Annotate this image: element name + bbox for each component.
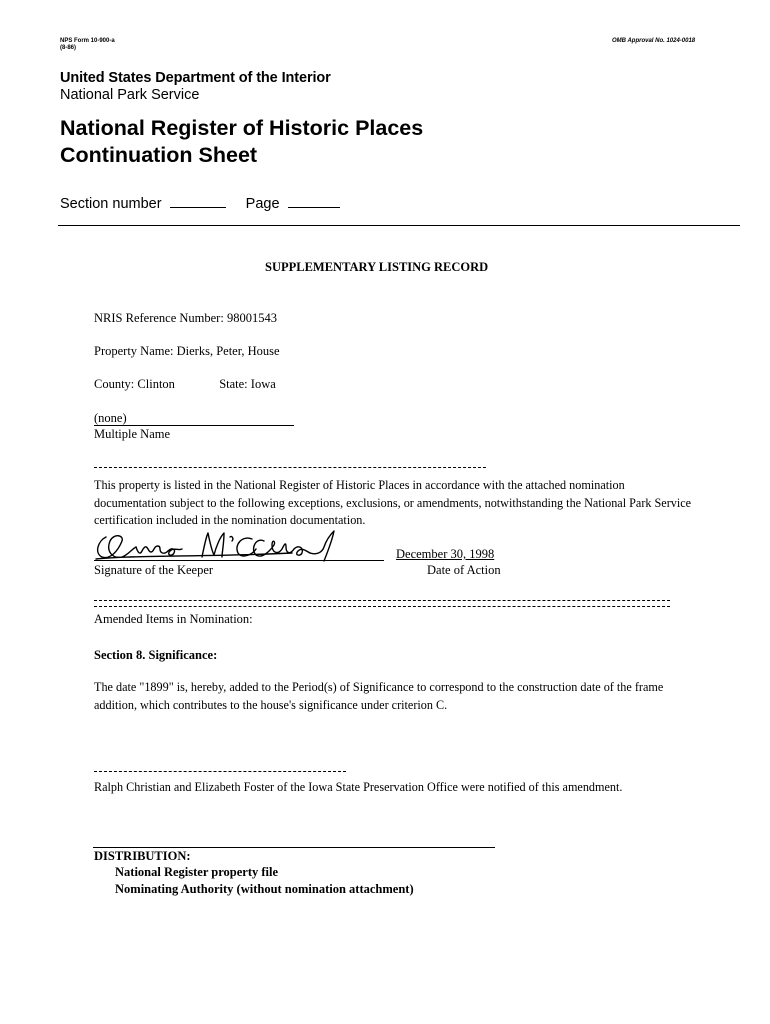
multiple-name-underline	[94, 425, 294, 426]
department-name: United States Department of the Interior	[60, 70, 331, 86]
multiple-name-label: Multiple Name	[94, 427, 171, 441]
amendment-body: The date "1899" is, hereby, added to the Period(s) of Significance to correspond to the construction date of the frame addition, which contributes to the house's significance under criterion C.	[94, 680, 664, 712]
record-heading: SUPPLEMENTARY LISTING RECORD	[265, 260, 489, 274]
county-value: Clinton	[137, 377, 175, 391]
section-divider-1	[94, 467, 486, 468]
form-id-line1: NPS Form 10-900-a	[60, 38, 115, 44]
keeper-signature	[92, 527, 352, 567]
property-name-row	[94, 344, 280, 359]
section-number-label: Section number	[60, 196, 162, 212]
property-value: Dierks, Peter, House	[176, 344, 280, 358]
page-label: Page	[245, 196, 280, 212]
county-state-row	[94, 377, 276, 392]
multiple-name-value	[94, 411, 127, 426]
distribution-rule	[93, 847, 495, 848]
page-title-line1: National Register of Historic Places	[60, 116, 424, 140]
nris-reference-row	[94, 311, 277, 326]
date-of-action-label: Date of Action	[427, 563, 501, 577]
property-label: Property Name:	[94, 344, 174, 358]
county-label: County:	[94, 377, 135, 391]
section-page-row	[60, 196, 340, 212]
omb-approval: OMB Approval No. 1024-0018	[612, 38, 696, 44]
amended-items-heading: Amended Items in Nomination:	[94, 612, 253, 626]
nris-label: NRIS Reference Number:	[94, 311, 224, 325]
state-value: Iowa	[250, 377, 276, 391]
page-number-blank	[288, 206, 340, 208]
distribution-item: Nominating Authority (without nomination attachment)	[115, 882, 414, 896]
date-of-action-value: December 30, 1998	[396, 547, 495, 561]
multiple-value: (none)	[94, 411, 127, 425]
certification-text: This property is listed in the National Register of Historic Places in accordance with the attached nomination documentation subject to the following exceptions, exclusions, or amendments, notwithstanding the National Park Service certification included in the nomination documentation.	[94, 478, 692, 527]
form-id-line2: (8-86)	[60, 45, 77, 51]
page-title-line2: Continuation Sheet	[60, 143, 258, 167]
distribution-item: National Register property file	[115, 865, 279, 879]
section-8-heading: Section 8. Significance:	[94, 648, 218, 662]
section-divider-2	[94, 600, 670, 607]
signature-label: Signature of the Keeper	[94, 563, 214, 577]
distribution-heading: DISTRIBUTION:	[94, 849, 191, 863]
header-divider	[58, 225, 740, 226]
nris-value: 98001543	[226, 311, 277, 325]
state-label: State:	[219, 377, 248, 391]
signature-line	[94, 560, 384, 561]
service-name: National Park Service	[60, 87, 200, 103]
section-number-blank	[170, 206, 226, 208]
section-divider-3	[94, 771, 346, 772]
form-id	[60, 38, 115, 52]
notification-text: Ralph Christian and Elizabeth Foster of the Iowa State Preservation Office were notified of this amendment.	[94, 780, 623, 794]
